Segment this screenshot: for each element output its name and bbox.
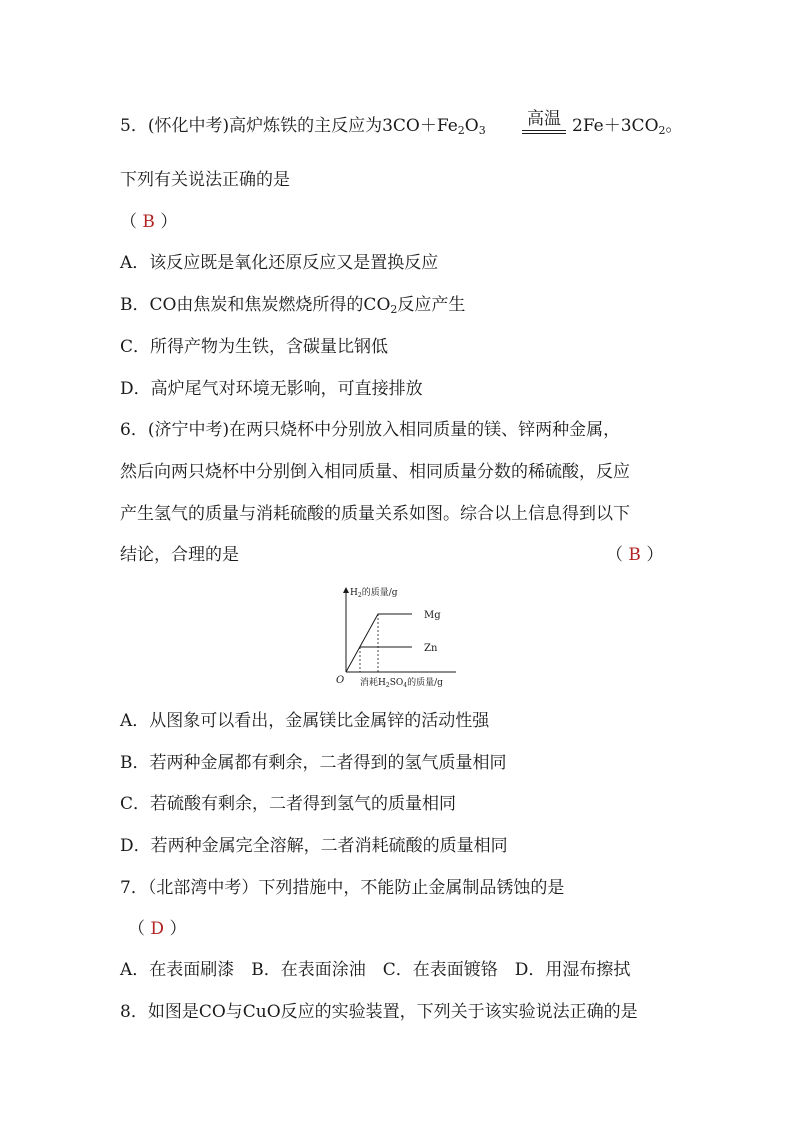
q5-option-b: B．CO由焦炭和焦炭燃烧所得的$CO_2$反应产生 [120,295,466,316]
q6-option-c: C．若硫酸有剩余，二者得到氢气的质量相同 [120,794,457,814]
q6-stem-line2: 然后向两只烧杯中分别倒入相同质量、相同质量分数的稀硫酸，反应 [120,462,630,482]
q6-option-d: D．若两种金属完全溶解，二者消耗硫酸的质量相同 [120,836,508,856]
mg-line [346,614,412,672]
q7-options: A．在表面刷漆 B．在表面涂油 C．在表面镀铬 D．用湿布擦拭 [120,960,631,980]
q5-option-d: D．高炉尾气对环境无影响，可直接排放 [120,379,423,399]
answer-letter: D [150,919,165,939]
series-label-mg: Mg [424,610,441,621]
q5-answer: （ B ） [120,212,178,232]
q5-product: $2Fe+3CO_2$。 [572,116,683,137]
answer-letter: B [142,212,155,232]
q6-option-a: A．从图象可以看出，金属镁比金属锌的活动性强 [120,711,490,731]
y-axis-label: $H_2$的质量/g [350,588,398,599]
hydrogen-graph [320,582,470,690]
q6-stem-line1: 6．(济宁中考)在两只烧杯中分别放入相同质量的镁、锌两种金属， [120,420,621,440]
q5-stem-line1: 5．(怀化中考)高炉炼铁的主反应为$3CO+Fe_2O_3$ [120,116,486,137]
x-axis-label: 消耗$H_2SO_4$的质量/g [360,678,443,689]
q7-answer: （ D ） [128,919,187,939]
q6-stem-line3: 产生氢气的质量与消耗硫酸的质量关系如图。综合以上信息得到以下 [120,504,630,524]
q5-option-a: A．该反应既是氧化还原反应又是置换反应 [120,253,439,273]
q6-stem-line4: 结论，合理的是 [120,545,239,565]
q5-option-c: C．所得产物为生铁，含碳量比钢低 [120,337,389,357]
q8-stem-line1: 8．如图是CO与CuO反应的实验装置，下列关于该实验说法正确的是 [120,1002,638,1022]
origin-label: O [336,675,345,686]
series-label-zn: Zn [424,643,438,654]
reaction-condition: 高温 [522,104,566,134]
equals-arrow [522,130,566,134]
q6-answer: （ B ） [606,545,664,565]
q5-stem-line2: 下列有关说法正确的是 [120,170,290,190]
q7-stem-line1: 7．（北部湾中考）下列措施中，不能防止金属制品锈蚀的是 [120,878,565,898]
answer-letter: B [628,545,641,565]
q6-option-b: B．若两种金属都有剩余，二者得到的氢气质量相同 [120,753,507,773]
